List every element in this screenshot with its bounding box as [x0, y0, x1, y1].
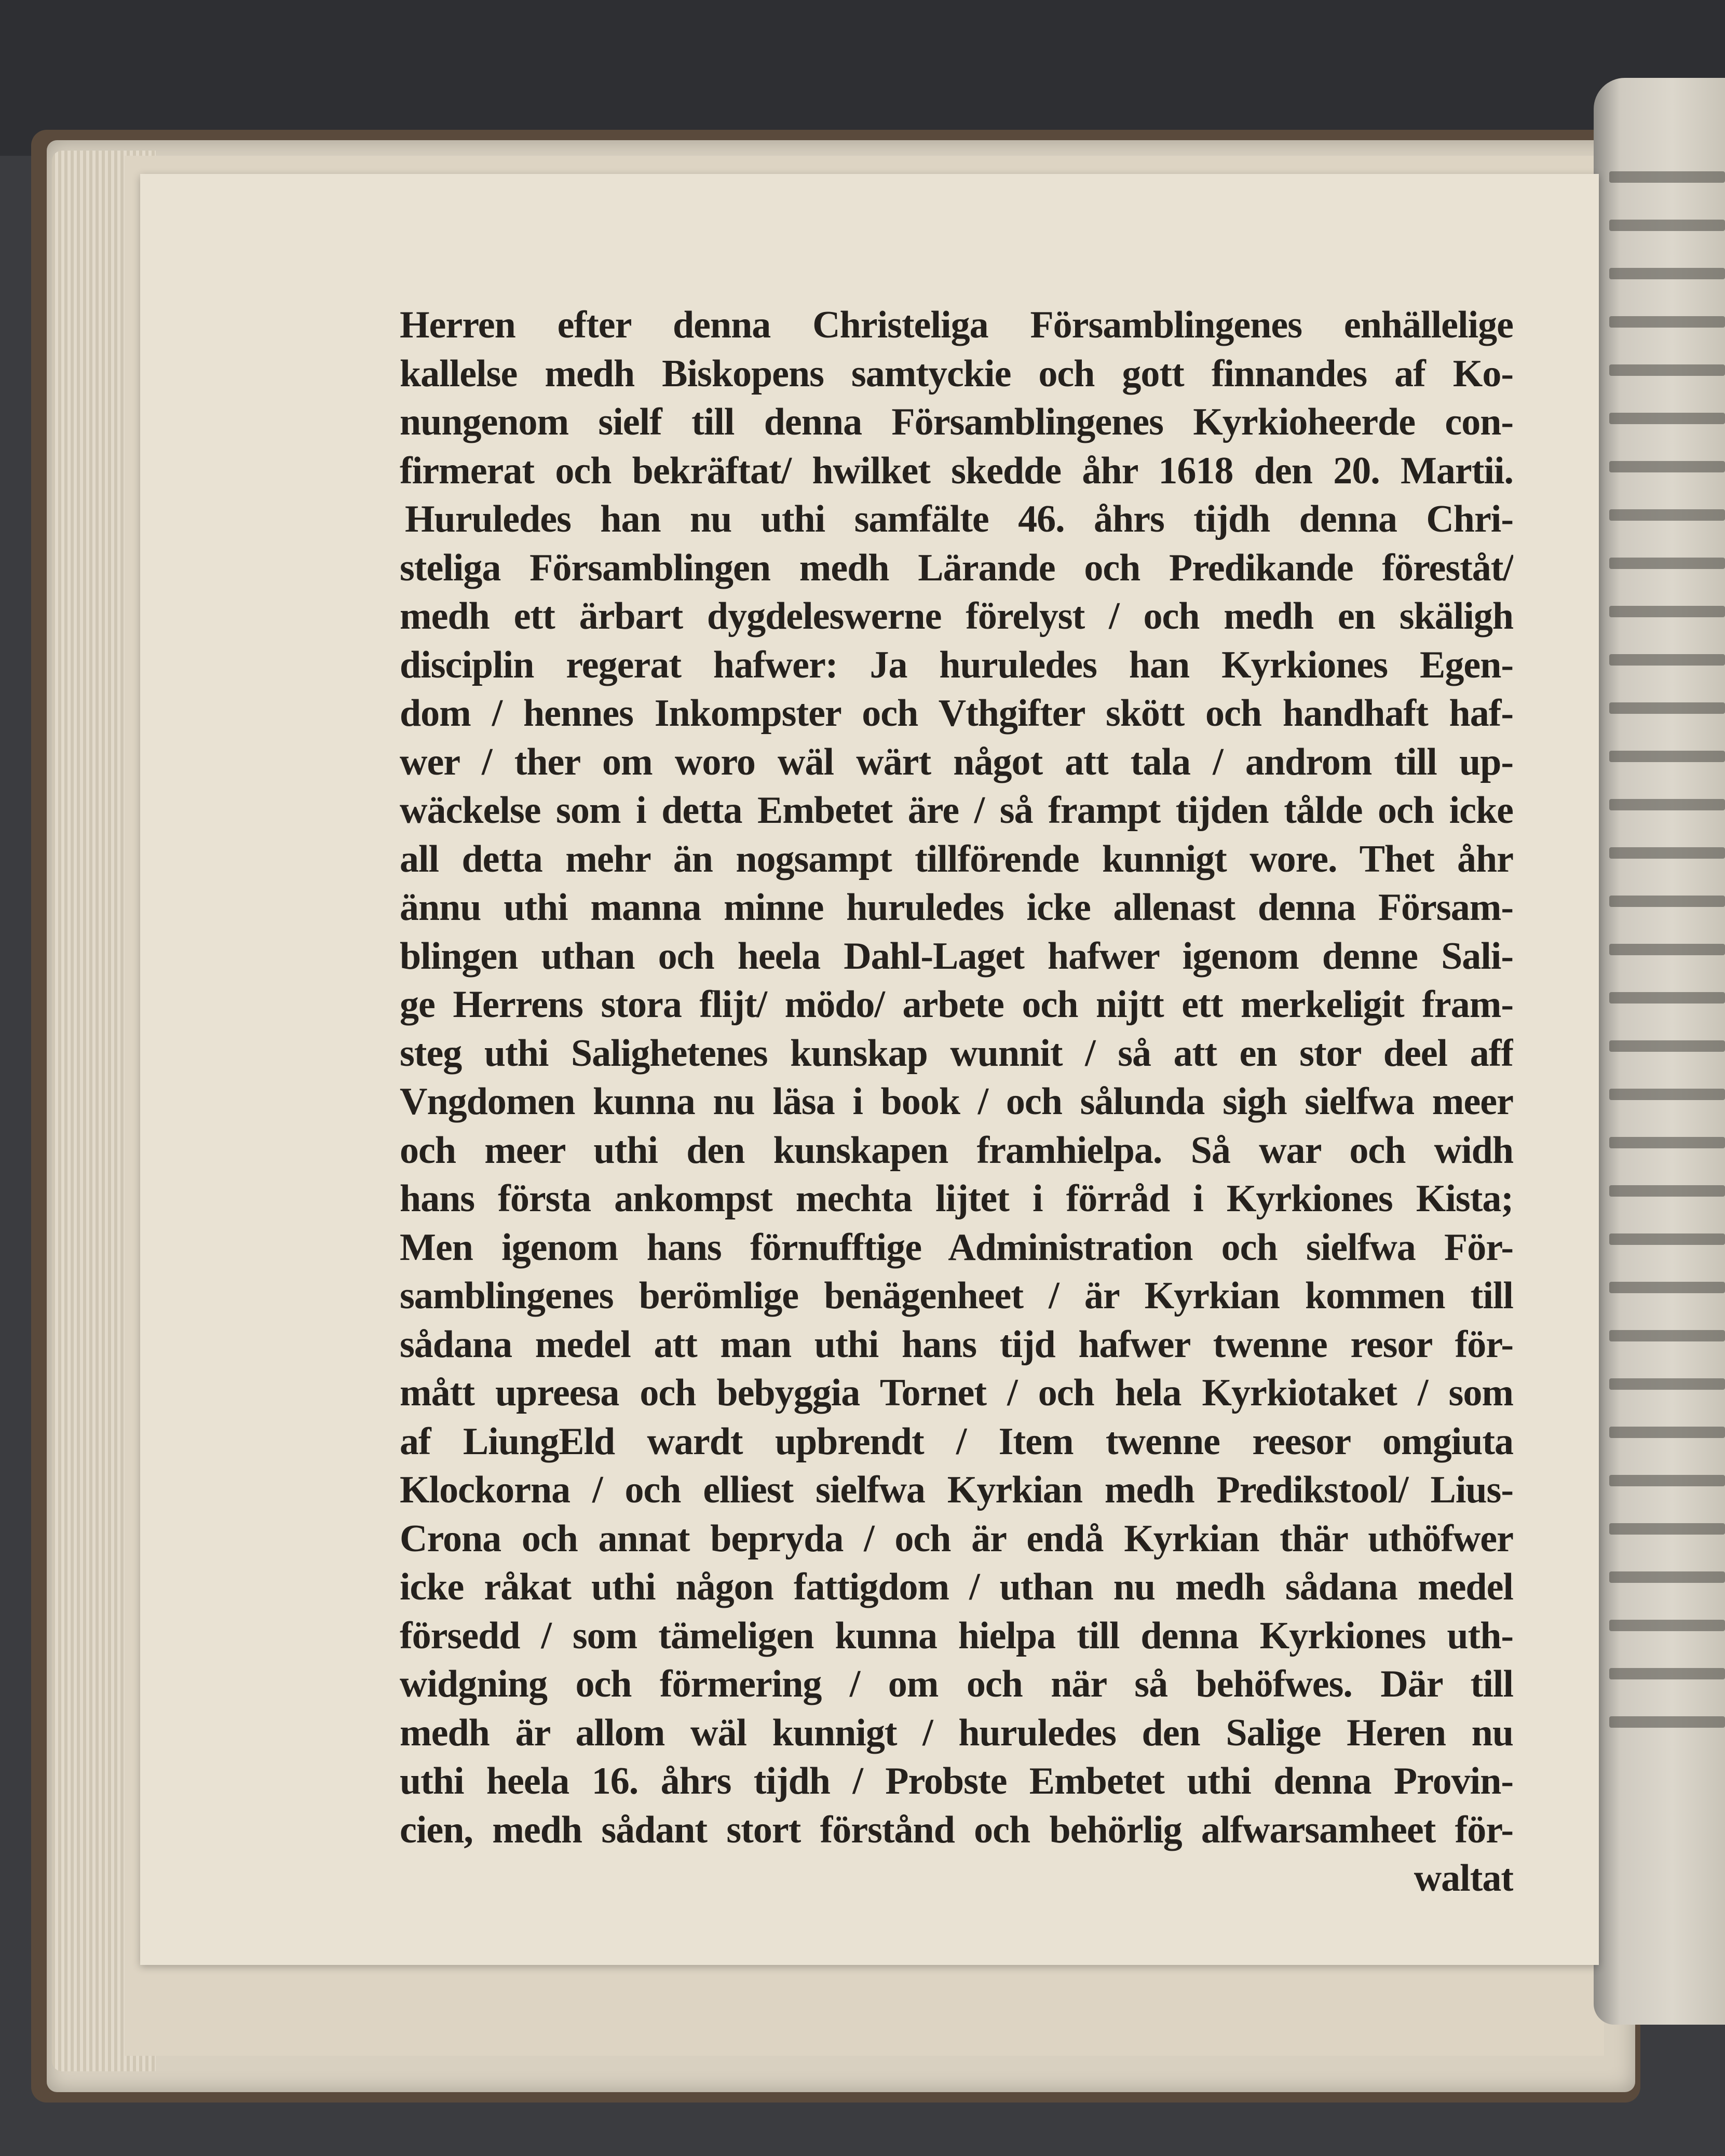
text-line: steg uthi Salighetenes kunskap wunnit / så att en stor deel aff	[400, 1032, 1513, 1075]
text-line: Klockorna / och elliest sielfwa Kyrkian medh Predikstool/ Lius-	[400, 1469, 1513, 1511]
text-line: och meer uthi den kunskapen framhielpa. Så war och widh	[400, 1129, 1513, 1172]
text-line: widgning och förmering / om och när så behöfwes. Där till	[400, 1663, 1513, 1705]
text-line: firmerat och bekräftat/ hwilket skedde åhr 1618 den 20. Martii.	[400, 449, 1513, 492]
text-line: uthi heela 16. åhrs tijdh / Probste Embetet uthi denna Provin-	[400, 1760, 1513, 1802]
text-line: disciplin regerat hafwer: Ja huruledes han Kyrkiones Egen-	[400, 643, 1513, 686]
text-line: wer / ther om woro wäl wärt något att tala / androm till up-	[400, 740, 1513, 783]
text-line: steliga Församblingen medh Lärande och Predikande föreståt/	[400, 546, 1513, 589]
text-line: all detta mehr än nogsampt tillförende kunnigt wore. Thet åhr	[400, 837, 1513, 880]
text-line: hans första ankompst mechta lijtet i förråd i Kyrkiones Kista;	[400, 1177, 1513, 1220]
text-line: icke råkat uthi någon fattigdom / uthan nu medh sådana medel	[400, 1566, 1513, 1608]
text-line: medh är allom wäl kunnigt / huruledes den Salige Heren nu	[400, 1711, 1513, 1754]
text-line: försedd / som tämeligen kunna hielpa till denna Kyrkiones uth-	[400, 1614, 1513, 1657]
text-line: nungenom sielf till denna Församblingenes Kyrkioheerde con-	[400, 401, 1513, 443]
catchword: waltat	[1414, 1857, 1513, 1900]
text-line: Herren efter denna Christeliga Församblingenes enhällelige	[400, 304, 1513, 346]
text-line: medh ett ärbart dygdeleswerne förelyst / och medh en skäligh	[400, 595, 1513, 638]
facing-page-text-lines	[1609, 171, 1725, 1781]
text-line: mått upreesa och bebyggia Tornet / och hela Kyrkiotaket / som	[400, 1372, 1513, 1414]
page-text	[400, 301, 1513, 1903]
text-line: Huruledes han nu uthi samfälte 46. åhrs tijdh denna Chri-	[405, 498, 1513, 540]
text-line: Crona och annat bepryda / och är endå Kyrkian thär uthöfwer	[400, 1517, 1513, 1560]
text-line: Men igenom hans förnufftige Administration och sielfwa För-	[400, 1226, 1513, 1269]
text-line: ännu uthi manna minne huruledes icke allenast denna Försam-	[400, 886, 1513, 929]
text-line: ge Herrens stora flijt/ mödo/ arbete och nijtt ett merkeligit fram-	[400, 983, 1513, 1026]
text-line: blingen uthan och heela Dahl-Laget hafwer igenom denne Sali-	[400, 934, 1513, 978]
text-line: sådana medel att man uthi hans tijd hafwer twenne resor för-	[400, 1323, 1513, 1366]
text-line: Vngdomen kunna nu läsa i book / och sålunda sigh sielfwa meer	[400, 1080, 1513, 1123]
text-line: kallelse medh Biskopens samtyckie och gott finnandes af Ko-	[400, 352, 1513, 395]
text-line: samblingenes berömlige benägenheet / är Kyrkian kommen till	[400, 1274, 1513, 1317]
text-line: dom / hennes Inkompster och Vthgifter skött och handhaft haf-	[400, 692, 1513, 735]
text-line: cien, medh sådant stort förstånd och behörlig alfwarsamheet för-	[400, 1808, 1513, 1851]
text-line: wäckelse som i detta Embetet äre / så frampt tijden tålde och icke	[400, 789, 1513, 832]
text-line: af LiungEld wardt upbrendt / Item twenne reesor omgiuta	[400, 1420, 1513, 1463]
